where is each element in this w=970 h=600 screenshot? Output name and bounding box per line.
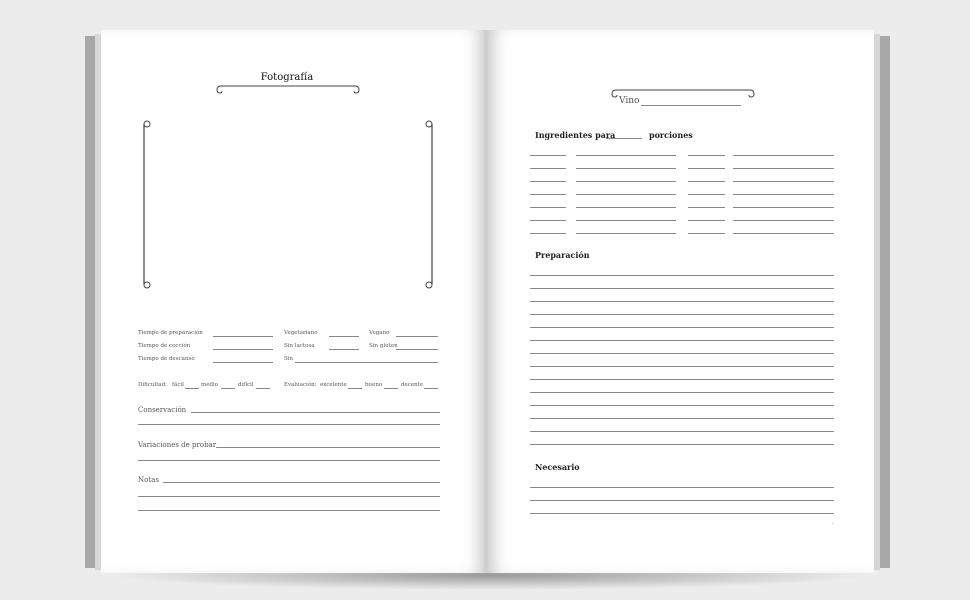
ingredients-label: Ingredientes para: [535, 130, 616, 140]
ingredient-line: [576, 220, 676, 221]
left-page-edge: [85, 36, 95, 568]
notes-line-1: [163, 482, 440, 483]
ingredient-line: [530, 194, 566, 195]
vegan-line: [396, 336, 438, 337]
rest-time-line: [213, 362, 273, 363]
evaluation-label: Evaluación:: [284, 382, 317, 388]
variations-line-1: [216, 447, 440, 448]
prep-time-label: Tiempo de preparación: [138, 330, 203, 336]
notes-line-3: [138, 510, 440, 511]
ingredient-line: [576, 181, 676, 182]
ingredient-line: [733, 220, 834, 221]
variations-label: Variaciones de probar: [138, 441, 217, 449]
right-page-edge-inner: [874, 34, 880, 570]
ingredient-line: [576, 207, 676, 208]
page-mark: .: [832, 520, 834, 526]
wine-line: [641, 105, 741, 106]
gluten-free-line: [396, 349, 438, 350]
needed-label: Necesario: [535, 462, 580, 472]
vegetarian-label: Vegetariano: [284, 330, 318, 336]
ingredient-line: [576, 168, 676, 169]
ingredient-line: [530, 155, 566, 156]
evaluation-decent: decente: [401, 382, 424, 388]
notes-label: Notas: [138, 476, 159, 484]
conservation-line-1: [191, 412, 440, 413]
ingredient-line: [688, 155, 725, 156]
lactose-free-line: [329, 349, 359, 350]
preparation-line: [530, 288, 834, 289]
ingredient-line: [688, 233, 725, 234]
ingredient-line: [733, 194, 834, 195]
right-page: [488, 30, 874, 573]
evaluation-decent-line: [424, 388, 438, 389]
vegetarian-line: [329, 336, 359, 337]
rest-time-label: Tiempo de descanso: [138, 356, 195, 362]
ingredient-line: [733, 155, 834, 156]
ingredient-line: [688, 220, 725, 221]
lactose-free-label: Sin lactosa: [284, 343, 315, 349]
ingredient-line: [688, 194, 725, 195]
photo-frame: [139, 116, 439, 294]
vegan-label: Vegano: [369, 330, 390, 336]
ingredient-line: [576, 194, 676, 195]
variations-line-2: [138, 460, 440, 461]
ingredient-line: [688, 168, 725, 169]
cook-time-label: Tiempo de cocción: [138, 343, 191, 349]
ingredient-line: [530, 181, 566, 182]
conservation-label: Conservación: [138, 406, 187, 414]
ingredient-line: [688, 181, 725, 182]
right-page-edge: [880, 36, 890, 568]
ingredient-line: [576, 155, 676, 156]
ingredient-line: [733, 168, 834, 169]
ingredient-line: [530, 220, 566, 221]
without-label: Sin: [284, 356, 294, 362]
difficulty-hard-line: [256, 388, 270, 389]
preparation-line: [530, 340, 834, 341]
cook-time-line: [213, 349, 273, 350]
photo-title: Fotografía: [260, 72, 314, 83]
title-flourish-icon: [213, 82, 363, 96]
evaluation-excellent: excelente: [320, 382, 347, 388]
notes-line-2: [138, 496, 440, 497]
prep-time-line: [213, 336, 273, 337]
servings-label: porciones: [649, 130, 693, 140]
ingredient-line: [733, 181, 834, 182]
difficulty-easy: fácil: [172, 382, 184, 388]
preparation-line: [530, 327, 834, 328]
difficulty-easy-line: [185, 388, 199, 389]
preparation-line: [530, 418, 834, 419]
without-line: [295, 362, 438, 363]
evaluation-good-line: [384, 388, 398, 389]
needed-line-2: [530, 500, 834, 501]
ingredient-line: [530, 207, 566, 208]
ingredient-line: [688, 207, 725, 208]
preparation-line: [530, 392, 834, 393]
preparation-line: [530, 353, 834, 354]
needed-line-3: [530, 513, 834, 514]
ingredient-line: [530, 233, 566, 234]
preparation-line: [530, 366, 834, 367]
preparation-line: [530, 444, 834, 445]
preparation-line: [530, 275, 834, 276]
conservation-line-2: [138, 424, 440, 425]
evaluation-excellent-line: [348, 388, 362, 389]
preparation-line: [530, 431, 834, 432]
left-page: [101, 30, 485, 573]
preparation-line: [530, 301, 834, 302]
preparation-line: [530, 405, 834, 406]
preparation-line: [530, 379, 834, 380]
difficulty-medium: medio: [201, 382, 219, 388]
ingredient-line: [733, 207, 834, 208]
ingredient-line: [530, 168, 566, 169]
gluten-free-label: Sin gluten: [369, 343, 398, 349]
needed-line-1: [530, 487, 834, 488]
preparation-label: Preparación: [535, 250, 590, 260]
servings-line: [606, 138, 642, 139]
preparation-line: [530, 314, 834, 315]
difficulty-hard: difícil: [238, 382, 254, 388]
wine-label: Vino: [619, 96, 640, 106]
difficulty-label: Dificultad:: [138, 382, 168, 388]
evaluation-good: bueno: [365, 382, 383, 388]
ingredient-line: [733, 233, 834, 234]
difficulty-medium-line: [221, 388, 235, 389]
ingredient-line: [576, 233, 676, 234]
